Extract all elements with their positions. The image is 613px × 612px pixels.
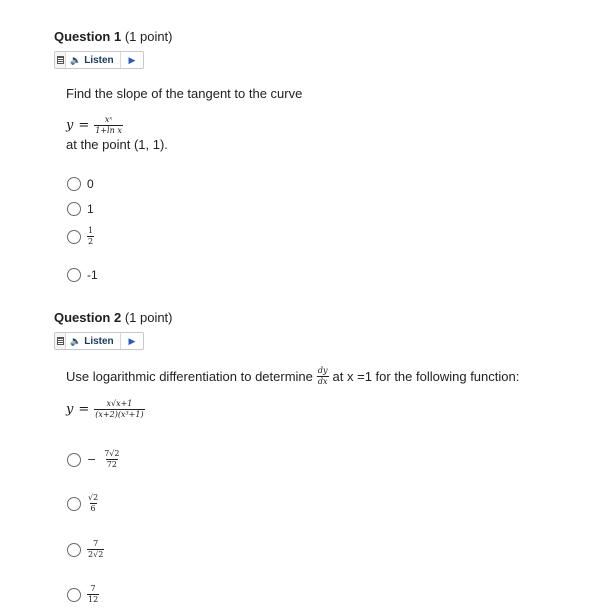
question-1-point: at the point (1, 1). — [66, 137, 168, 152]
document-icon[interactable] — [55, 333, 66, 349]
listen-widget-q1 — [54, 51, 144, 69]
eq-fraction — [94, 116, 123, 135]
speaker-icon: 🔈 — [70, 54, 82, 65]
option-denominator: 12 — [88, 595, 99, 604]
dy: dy — [317, 366, 328, 375]
listen-label: Listen — [84, 335, 114, 347]
option-fraction — [103, 450, 120, 469]
eq-lhs: y — [66, 402, 74, 417]
option-numerator: 7 — [90, 584, 96, 593]
option-denominator: 72 — [106, 460, 117, 469]
radio-button[interactable] — [67, 588, 81, 602]
radio-button[interactable] — [67, 202, 81, 216]
option-fraction — [87, 540, 104, 559]
option-numerator: √2 — [88, 493, 99, 502]
option-denominator: 2√2 — [88, 550, 104, 559]
listen-label: Listen — [84, 54, 114, 66]
listen-button-q1[interactable] — [66, 52, 121, 68]
eq-op: = — [78, 402, 90, 417]
question-1-equation — [66, 116, 123, 135]
question-1-title: Question 1 — [54, 29, 122, 44]
radio-button[interactable] — [67, 497, 81, 511]
radio-button[interactable] — [67, 230, 81, 244]
q2-option-1[interactable] — [67, 494, 99, 513]
eq-lhs: y — [66, 118, 74, 133]
prompt-after: at x =1 for the following function: — [332, 369, 520, 384]
prompt-before: Use logarithmic differentiation to determine — [66, 369, 313, 384]
listen-widget-q2 — [54, 332, 144, 350]
option-denominator: 6 — [90, 504, 96, 513]
question-1-points: (1 point) — [124, 29, 173, 44]
document-icon[interactable] — [55, 52, 66, 68]
question-2-heading — [54, 310, 173, 325]
radio-button[interactable] — [67, 543, 81, 557]
option-label: -1 — [87, 268, 98, 282]
question-2-points: (1 point) — [124, 310, 173, 325]
option-denominator: 2 — [88, 237, 94, 246]
q1-option-2[interactable] — [67, 227, 94, 246]
option-fraction — [87, 494, 99, 513]
option-label: 1 — [87, 202, 94, 216]
q2-option-2[interactable] — [67, 540, 104, 559]
speaker-icon: 🔈 — [70, 335, 82, 346]
q2-option-3[interactable] — [67, 585, 99, 604]
question-1-heading — [54, 29, 173, 44]
radio-button[interactable] — [67, 177, 81, 191]
play-icon[interactable]: ▶ — [128, 54, 136, 65]
option-numerator: 7√2 — [104, 449, 120, 458]
option-sign: − — [87, 453, 97, 466]
question-2-equation — [66, 400, 145, 419]
eq-op: = — [78, 118, 90, 133]
option-numerator: 7 — [93, 539, 99, 548]
option-fraction — [87, 227, 94, 246]
listen-button-q2[interactable] — [66, 333, 121, 349]
option-fraction — [87, 585, 99, 604]
option-label: 0 — [87, 177, 94, 191]
question-2-title: Question 2 — [54, 310, 122, 325]
eq-numerator: x√x+1 — [106, 399, 133, 408]
question-2-prompt — [66, 367, 519, 386]
question-1-prompt: Find the slope of the tangent to the curve — [66, 86, 303, 101]
q1-option-1[interactable] — [67, 202, 94, 216]
play-icon[interactable]: ▶ — [128, 335, 136, 346]
dy-dx-fraction — [317, 367, 329, 386]
option-numerator: 1 — [88, 226, 94, 235]
eq-fraction — [94, 400, 144, 419]
eq-numerator: xˣ — [104, 115, 113, 124]
q1-option-0[interactable] — [67, 177, 94, 191]
dx: dx — [317, 377, 328, 386]
eq-denominator: (x+2)(x³+1) — [95, 410, 144, 419]
eq-denominator: 1+ln x — [95, 126, 122, 135]
q1-option-3[interactable] — [67, 268, 98, 282]
radio-button[interactable] — [67, 268, 81, 282]
q2-option-0[interactable] — [67, 450, 121, 469]
radio-button[interactable] — [67, 453, 81, 467]
